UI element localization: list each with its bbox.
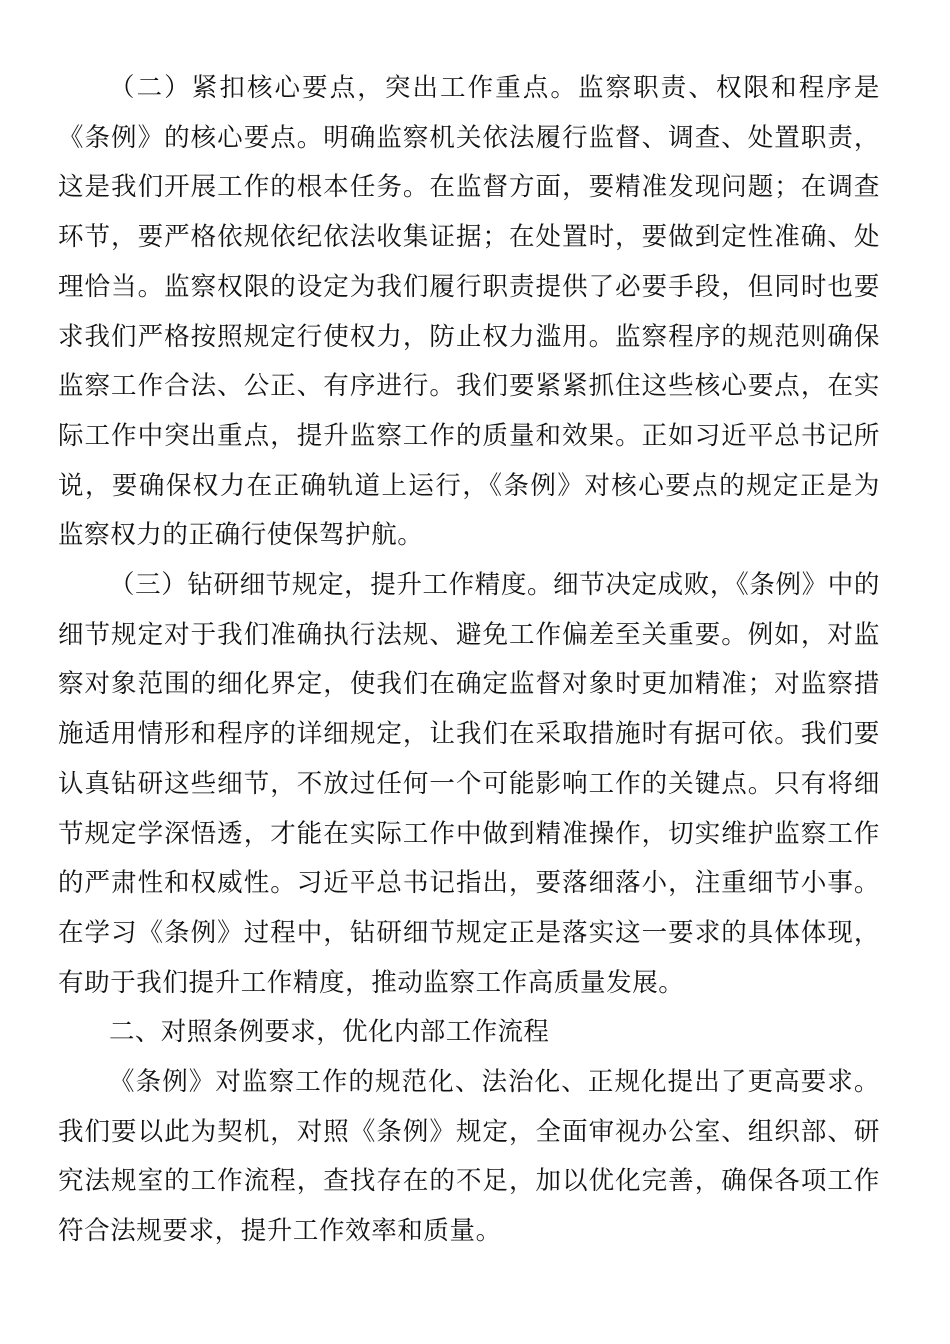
document-page bbox=[58, 64, 880, 1257]
paragraph-section-2-key-points: （二）紧扣核心要点，突出工作重点。监察职责、权限和程序是《条例》的核心要点。明确监察机关依法履行监督、调查、处置职责，这是我们开展工作的根本任务。在监督方面，要精准发现问题；在调查环节，要严格依规依纪依法收集证据；在处置时，要做到定性准确、处理恰当。监察权限的设定为我们履行职责提供了必要手段，但同时也要求我们严格按照规定行使权力，防止权力滥用。监察程序的规范则确保监察工作合法、公正、有序进行。我们要紧紧抓住这些核心要点，在实际工作中突出重点，提升监察工作的质量和效果。正如习近平总书记所说，要确保权力在正确轨道上运行，《条例》对核心要点的规定正是为监察权力的正确行使保驾护航。 bbox=[58, 73, 880, 551]
section-heading-optimize-workflow: 二、对照条例要求，优化内部工作流程 bbox=[109, 1017, 550, 1048]
paragraph-regulation-requirements: 《条例》对监察工作的规范化、法治化、正规化提出了更高要求。我们要以此为契机，对照《条例》规定，全面审视办公室、组织部、研究法规室的工作流程，查找存在的不足，加以优化完善，确保各项工作符合法规要求，提升工作效率和质量。 bbox=[58, 1067, 880, 1247]
paragraph-section-3-detail-rules: （三）钻研细节规定，提升工作精度。细节决定成败，《条例》中的细节规定对于我们准确执行法规、避免工作偏差至关重要。例如，对监察对象范围的细化界定，使我们在确定监督对象时更加精准；对监察措施适用情形和程序的详细规定，让我们在采取措施时有据可依。我们要认真钻研这些细节，不放过任何一个可能影响工作的关键点。只有将细节规定学深悟透，才能在实际工作中做到精准操作，切实维护监察工作的严肃性和权威性。习近平总书记指出，要落细落小，注重细节小事。在学习《条例》过程中，钻研细节规定正是落实这一要求的具体体现，有助于我们提升工作精度，推动监察工作高质量发展。 bbox=[58, 570, 880, 998]
